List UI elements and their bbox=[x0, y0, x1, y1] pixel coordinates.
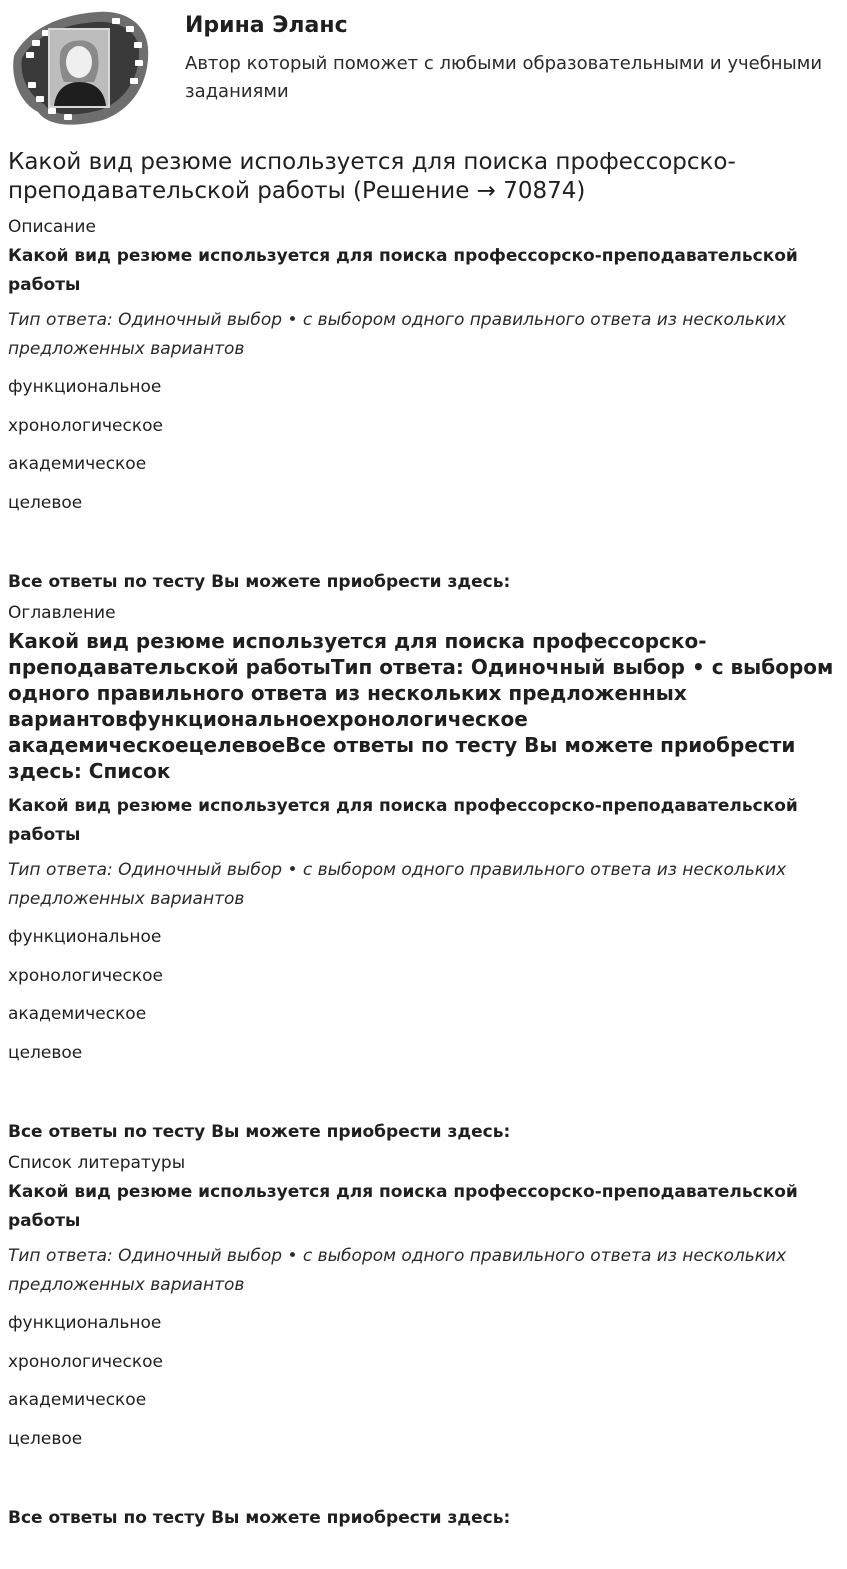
options-list bbox=[8, 918, 838, 1072]
toc-heading: Какой вид резюме используется для поиска профессорско-преподавательской работыТип ответа: Одиночный выбор • с выбором одного правильного ответа из нескольких предложенных вариантовфункциональноехронологическое академическоецелевоеВсе ответы по тесту Вы можете приобрести здесь: Список bbox=[8, 629, 834, 783]
author-name: Ирина Эланс bbox=[185, 13, 348, 38]
answer-type: Тип ответа: Одиночный выбор • с выбором одного правильного ответа из нескольких предложенных вариантов bbox=[8, 860, 787, 909]
option-item: функциональное bbox=[8, 1313, 162, 1333]
option-item: хронологическое bbox=[8, 965, 163, 986]
main-content bbox=[8, 148, 838, 1538]
buy-answers-text: Все ответы по тесту Вы можете приобрести здесь: bbox=[8, 572, 511, 592]
section-label: Список литературы bbox=[8, 1153, 186, 1173]
author-avatar bbox=[8, 8, 150, 126]
options-list bbox=[8, 368, 838, 522]
author-header bbox=[0, 0, 847, 130]
option-item: функциональное bbox=[8, 927, 162, 947]
option-item: академическое bbox=[8, 1390, 147, 1410]
author-description: Автор который поможет с любыми образовательными и учебными заданиями bbox=[185, 53, 823, 102]
bibliography-section bbox=[8, 1152, 838, 1532]
buy-answers-text: Все ответы по тесту Вы можете приобрести здесь: bbox=[8, 1122, 511, 1142]
description-section bbox=[8, 216, 838, 596]
buy-answers-text: Все ответы по тесту Вы можете приобрести здесь: bbox=[8, 1508, 511, 1528]
option-item: хронологическое bbox=[8, 415, 163, 436]
answer-type: Тип ответа: Одиночный выбор • с выбором одного правильного ответа из нескольких предложенных вариантов bbox=[8, 1246, 787, 1295]
options-list bbox=[8, 1304, 838, 1458]
option-item: хронологическое bbox=[8, 1351, 163, 1372]
film-strip-portrait-icon bbox=[8, 8, 150, 126]
option-item: целевое bbox=[8, 1428, 83, 1449]
question-title: Какой вид резюме используется для поиска профессорско-преподавательской работы bbox=[8, 796, 798, 845]
option-item: академическое bbox=[8, 1004, 147, 1024]
option-item: целевое bbox=[8, 1042, 83, 1063]
answer-type: Тип ответа: Одиночный выбор • с выбором одного правильного ответа из нескольких предложенных вариантов bbox=[8, 310, 787, 359]
section-label: Описание bbox=[8, 217, 96, 237]
option-item: академическое bbox=[8, 454, 147, 474]
question-title: Какой вид резюме используется для поиска профессорско-преподавательской работы bbox=[8, 246, 798, 295]
option-item: целевое bbox=[8, 492, 83, 513]
option-item: функциональное bbox=[8, 377, 162, 397]
question-title: Какой вид резюме используется для поиска профессорско-преподавательской работы bbox=[8, 1182, 798, 1231]
page-title: Какой вид резюме используется для поиска профессорско-преподавательской работы (Решение → 70874) bbox=[8, 149, 736, 204]
section-label: Оглавление bbox=[8, 603, 116, 623]
toc-section bbox=[8, 602, 838, 1146]
